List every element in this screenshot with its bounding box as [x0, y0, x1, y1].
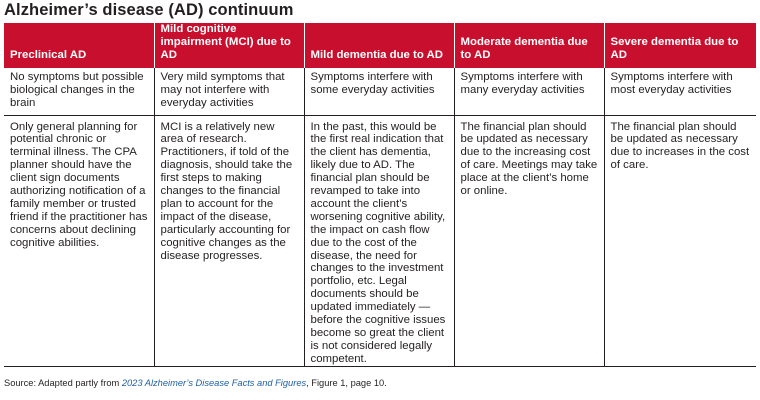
- symptoms-severe-dementia: Symptoms interfere with most everyday activities: [604, 68, 756, 115]
- symptoms-preclinical-ad: No symptoms but possible biological changes in the brain: [4, 68, 154, 115]
- symptoms-moderate-dementia: Symptoms interfere with many everyday activities: [454, 68, 604, 115]
- planning-mild-dementia: In the past, this would be the first real indication that the client has dementia, likely due to AD. The financial plan should be revamped to take into account the client’s worsening cognitive ability, the impact on cash flow due to the cost of the disease, the need for changes to the investment portfolio, etc. Legal documents should be updated immediately — before the cognitive issues become so great the client is not considered legally competent.: [304, 115, 454, 366]
- header-mild-dementia: Mild dementia due to AD: [304, 23, 454, 68]
- ad-continuum-table: [4, 23, 756, 367]
- header-mci-due-to-ad: Mild cognitive impairment (MCI) due to AD: [154, 23, 304, 68]
- source-suffix: , Figure 1, page 10.: [306, 378, 387, 388]
- source-note: [4, 378, 387, 388]
- header-severe-dementia: Severe dementia due to AD: [604, 23, 756, 68]
- planning-severe-dementia: The financial plan should be updated as necessary due to increases in the cost of care.: [604, 115, 756, 366]
- source-prefix: Source: Adapted partly from: [4, 378, 122, 388]
- symptoms-mci-due-to-ad: Very mild symptoms that may not interfere with everyday activities: [154, 68, 304, 115]
- symptoms-mild-dementia: Symptoms interfere with some everyday activities: [304, 68, 454, 115]
- table-row-symptoms: [4, 68, 756, 115]
- header-row: [4, 23, 756, 68]
- header-moderate-dementia: Moderate dementia due to AD: [454, 23, 604, 68]
- header-preclinical-ad: Preclinical AD: [4, 23, 154, 68]
- planning-preclinical-ad: Only general planning for potential chronic or terminal illness. The CPA planner should have the client sign documents authorizing notification of a family member or trusted friend if the practitioner has concerns about declining cognitive abilities.: [4, 115, 154, 366]
- planning-mci-due-to-ad: MCI is a relatively new area of research. Practitioners, if told of the diagnosis, should take the first steps to making changes to the financial plan to account for the impact of the disease, particularly accounting for cognitive changes as the disease progresses.: [154, 115, 304, 366]
- page-title: Alzheimer’s disease (AD) continuum: [4, 1, 294, 19]
- table-row-planning: [4, 115, 756, 366]
- planning-moderate-dementia: The financial plan should be updated as necessary due to the increasing cost of care. Meetings may take place at the client’s home or online.: [454, 115, 604, 366]
- source-publication: 2023 Alzheimer’s Disease Facts and Figures: [121, 378, 307, 388]
